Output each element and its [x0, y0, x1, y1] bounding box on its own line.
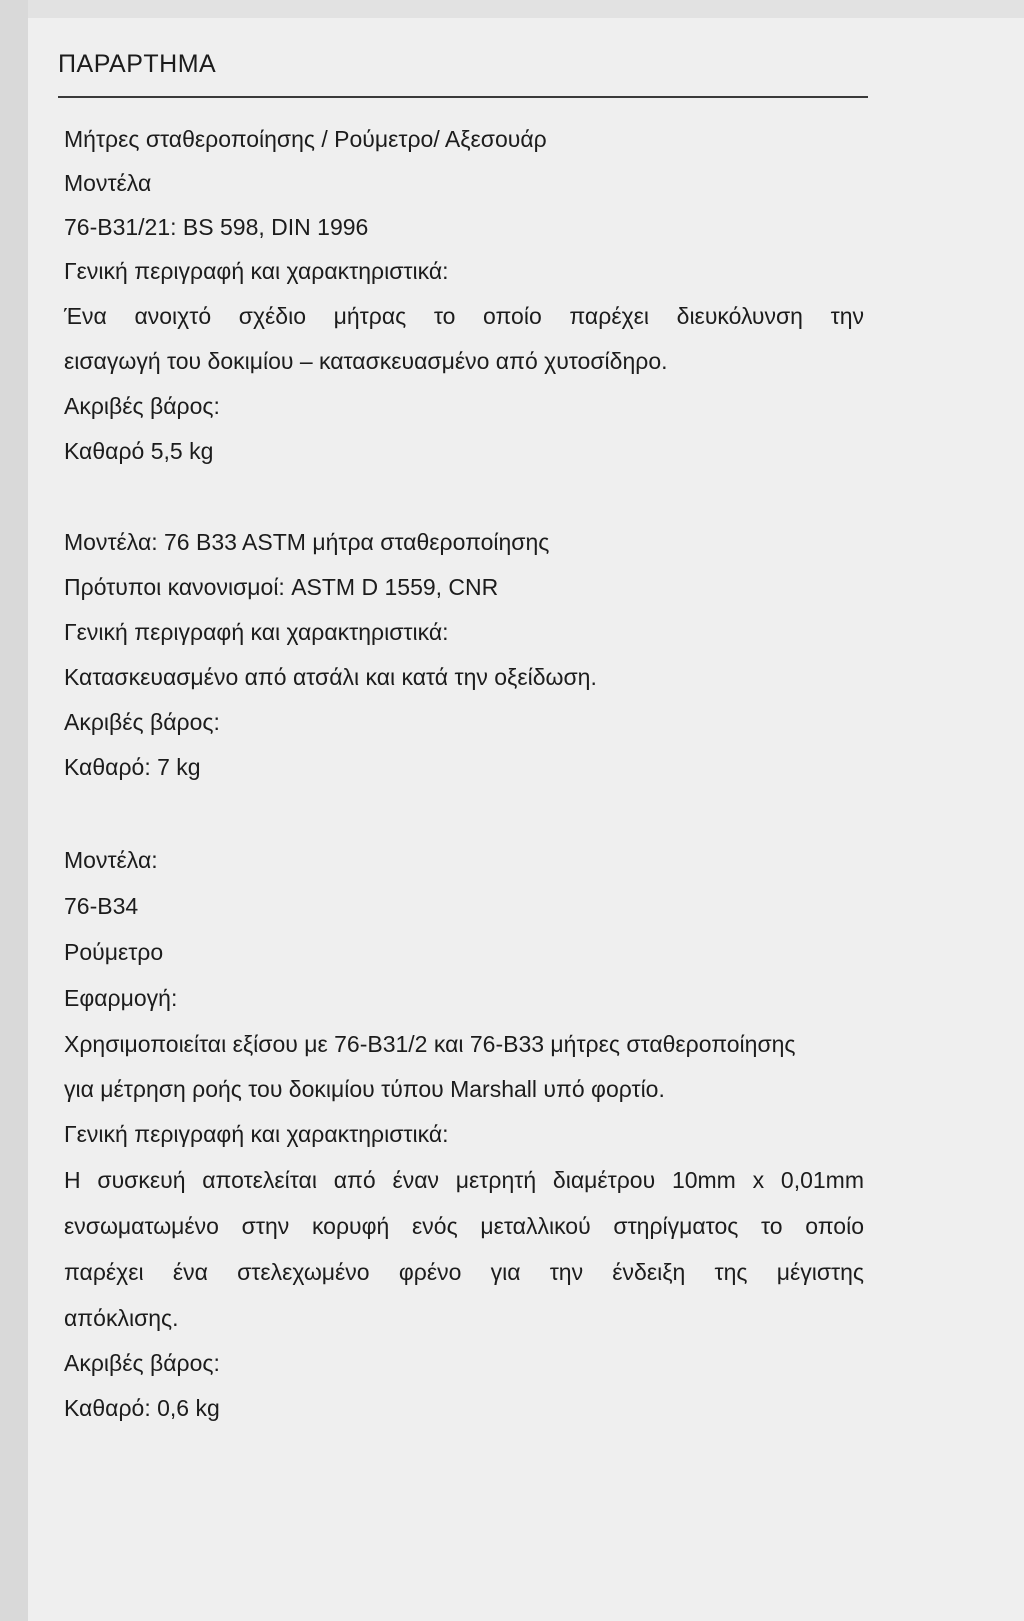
section1-weight-label: Ακριβές βάρος: [64, 393, 220, 419]
section2-standards: Πρότυποι κανονισμοί: ASTM D 1559, CNR [64, 574, 499, 600]
header-divider [58, 96, 868, 98]
section3-weight-value: Καθαρό: 0,6 kg [64, 1395, 220, 1421]
section3-models-label: Μοντέλα: [64, 847, 158, 873]
section3-desc-line2: ενσωματωμένο στην κορυφή ενός μεταλλικού στηρίγματος το οποίο [64, 1213, 864, 1239]
section3-application-label: Εφαρμογή: [64, 985, 178, 1011]
section1-desc-line2: εισαγωγή του δοκιμίου – κατασκευασμένο από χυτοσίδηρο. [64, 348, 668, 374]
section3-desc-line3: παρέχει ένα στελεχωμένο φρένο για την ένδειξη της μέγιστης [64, 1259, 864, 1285]
section2-weight-value: Καθαρό: 7 kg [64, 754, 201, 780]
scan-left-edge [0, 0, 28, 1621]
section2-desc-line1: Κατασκευασμένο από ατσάλι και κατά την οξείδωση. [64, 664, 597, 690]
scan-top-edge [0, 0, 1024, 18]
section2-desc-label: Γενική περιγραφή και χαρακτηριστικά: [64, 619, 449, 645]
section3-desc-line4: απόκλισης. [64, 1305, 179, 1331]
section1-models-label: Μοντέλα [64, 170, 152, 196]
section3-application-line2: για μέτρηση ροής του δοκιμίου τύπου Marshall υπό φορτίο. [64, 1076, 665, 1102]
section1-models-value: 76-B31/21: BS 598, DIN 1996 [64, 214, 369, 240]
section3-name: Ρούμετρο [64, 939, 164, 965]
section3-models-value: 76-B34 [64, 893, 139, 919]
section3-weight-label: Ακριβές βάρος: [64, 1350, 220, 1376]
section3-application-line1: Χρησιμοποιείται εξίσου με 76-B31/2 και 76-B33 μήτρες σταθεροποίησης [64, 1031, 796, 1057]
section1-desc-label: Γενική περιγραφή και χαρακτηριστικά: [64, 258, 449, 284]
section2-models: Μοντέλα: 76 B33 ASTM μήτρα σταθεροποίησης [64, 529, 550, 555]
section3-desc-line1: Η συσκευή αποτελείται από έναν μετρητή διαμέτρου 10mm x 0,01mm [64, 1167, 864, 1193]
page-header: ΠΑΡΑΡΤΗΜΑ [58, 50, 217, 78]
section3-desc-label: Γενική περιγραφή και χαρακτηριστικά: [64, 1121, 449, 1147]
section1-title: Μήτρες σταθεροποίησης / Ρούμετρο/ Αξεσουάρ [64, 126, 547, 152]
section1-weight-value: Καθαρό 5,5 kg [64, 438, 214, 464]
section2-weight-label: Ακριβές βάρος: [64, 709, 220, 735]
section1-desc-line1: Ένα ανοιχτό σχέδιο μήτρας το οποίο παρέχει διευκόλυνση την [64, 303, 864, 329]
